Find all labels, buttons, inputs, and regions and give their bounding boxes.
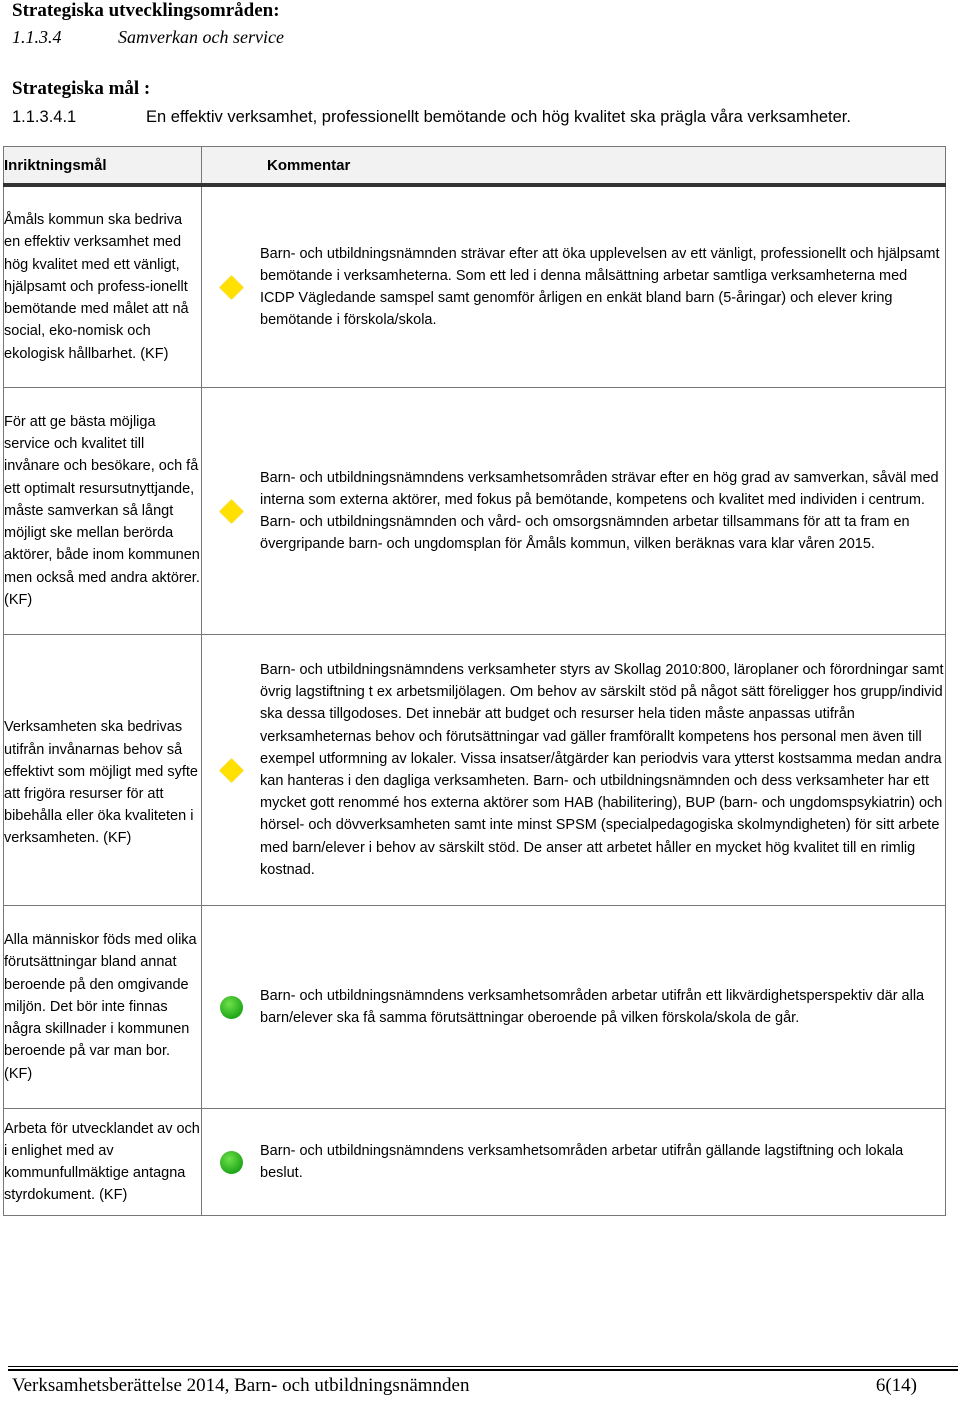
goal-cell: Åmåls kommun ska bedriva en effektiv verksamhet med hög kvalitet med ett vänligt, hjälpsamt och profess-ionellt bemötande med målet att nå social, eko-nomisk och ekologisk hållbarhet. (KF) [4,185,202,388]
green-circle-icon [220,1151,243,1174]
goal-cell: Arbeta för utvecklandet av och i enlighet med av kommunfullmäktige antagna styrdokument. (KF) [4,1109,202,1216]
table-row [4,1109,946,1216]
table-row [4,635,946,906]
yellow-diamond-icon [219,758,243,782]
comment-text: Barn- och utbildningsnämndens verksamheter styrs av Skollag 2010:800, läroplaner och förordningar samt övrig lagstiftning t ex arbetsmiljölagen. Om behov av särskilt stöd på något sätt föreligger hos grupp/individ ska dessa tillgodoses. Det innebär att budget och resurser hela tiden måste anpassas utifrån verksamheternas behov och förutsättningar vad gäller framförallt kompetens hos personal men även till exempel utformning av lokaler. Vissa insatser/åtgärder kan periodvis vara ytterst kostsamma medan andra kan hanteras i den dagliga verksamheten. Barn- och utbildningsnämnden och dess verksamheter har ett mycket gott renommé hos externa aktörer som HAB (habilitering), BUP (barn- och ungdomspsykiatrin) och hörsel- och dövverksamheten samt inte minst SPSM (specialpedagogiska skolmyndigheten) för sitt arbete med barn/elever i behov av särskilt stöd. De anser att arbetet håller en mycket hög kvalitet till en rimlig kostnad. [260,661,944,878]
table-header-row [4,147,946,186]
column-header-comment: Kommentar [202,147,946,186]
page-number: 6(14) [875,1375,917,1396]
column-header-goal: Inriktningsmål [4,147,202,186]
comment-cell [202,185,946,388]
goal-title: Strategiska mål : [12,78,151,99]
goal-text: En effektiv verksamhet, professionellt bemötande och hög kvalitet ska prägla våra verksamheter. [146,108,851,126]
table-row [4,185,946,388]
green-circle-icon [220,996,243,1019]
goal-cell: Verksamheten ska bedrivas utifrån invånarnas behov så effektivt som möjligt med syfte att frigöra resurser för att bibehålla eller öka kvaliteten i verksamheten. (KF) [4,635,202,906]
yellow-diamond-icon [219,499,243,523]
area-name: Samverkan och service [118,27,284,47]
comment-cell [202,635,946,906]
goals-table [3,146,946,1216]
comment-cell [202,388,946,635]
comment-cell [202,1109,946,1216]
goal-cell: För att ge bästa möjliga service och kvalitet till invånare och besökare, och få ett optimalt resursutnyttjande, måste samverkan så långt möjligt ske mellan berörda aktörer, både inom kommunen men också med andra aktörer. (KF) [4,388,202,635]
comment-cell [202,906,946,1109]
footer-divider [8,1366,958,1367]
yellow-diamond-icon [219,275,243,299]
comment-text: Barn- och utbildningsnämndens verksamhetsområden arbetar utifrån gällande lagstiftning och lokala beslut. [260,1142,904,1181]
table-row [4,388,946,635]
area-title: Strategiska utvecklingsområden: [12,0,280,21]
footer-divider-thick [8,1369,958,1371]
comment-text: Barn- och utbildningsnämnden strävar efter att öka upplevelsen av ett vänligt, professionellt och hjälpsamt bemötande i verksamheterna. Som ett led i denna målsättning arbetar samtliga verksamheterna med ICDP Vägledande samspel samt genomför årligen en enkät bland barn (5-åringar) och elever kring bemötande i förskola/skola. [260,245,940,329]
footer-title: Verksamhetsberättelse 2014, Barn- och utbildningsnämnden [12,1375,470,1396]
area-number: 1.1.3.4 [12,27,62,47]
comment-text: Barn- och utbildningsnämndens verksamhetsområden arbetar utifrån ett likvärdighetsperspektiv där alla barn/elever ska få samma förutsättningar oberoende på vilken förskola/skola de går. [260,987,925,1026]
table-row [4,906,946,1109]
goal-number: 1.1.3.4.1 [12,108,77,126]
goal-cell: Alla människor föds med olika förutsättningar bland annat beroende på den omgivande miljön. Det bör inte finnas några skillnader i kommunen beroende på var man bor. (KF) [4,906,202,1109]
comment-text: Barn- och utbildningsnämndens verksamhetsområden strävar efter en hög grad av samverkan, såväl med interna som externa aktörer, med fokus på bemötande, kompetens och kvalitet med individen i centrum. Barn- och utbildningsnämnden och vård- och omsorgsnämnden arbetar tillsammans för att ta fram en övergripande barn- och ungdomsplan för Åmåls kommun, vilken beräknas vara klar våren 2015. [260,469,939,553]
